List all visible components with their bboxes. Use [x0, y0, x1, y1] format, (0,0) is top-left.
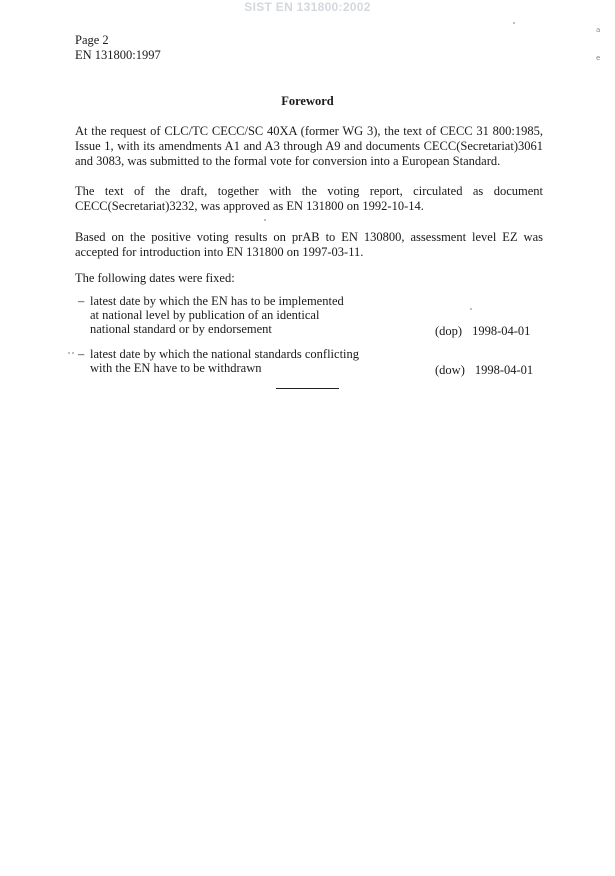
paragraph-line: and 3083, was submitted to the formal vote for conversion into a European Standard. — [75, 154, 501, 168]
page-header — [75, 33, 161, 63]
scan-speck — [513, 22, 515, 24]
dates-intro: The following dates were fixed: — [75, 271, 235, 285]
scan-speck — [68, 352, 70, 354]
scan-speck — [470, 308, 472, 310]
page-label: Page 2 — [75, 33, 109, 47]
paragraph-line: At the request of CLC/TC CECC/SC 40XA (former WG 3), the text of CECC 31 800:1985, — [75, 124, 543, 138]
date-item-text — [90, 294, 344, 336]
date-code-label: (dow) — [435, 363, 465, 377]
paragraph-voting — [75, 230, 543, 260]
page-title: Foreword — [281, 94, 334, 108]
date-value: 1998-04-01 — [472, 324, 531, 338]
date-item-line: with the EN have to be withdrawn — [90, 361, 262, 375]
scan-speck — [264, 219, 266, 221]
date-code-label: (dop) — [435, 324, 463, 338]
margin-mark: a — [596, 26, 601, 34]
paragraph-line: accepted for introduction into EN 131800 on 1997-03-11. — [75, 245, 364, 259]
standard-number: EN 131800:1997 — [75, 48, 161, 62]
date-code — [435, 324, 530, 338]
date-item-line: at national level by publication of an identical — [90, 308, 320, 322]
paragraph-line: Issue 1, with its amendments A1 and A3 through A9 and documents CECC(Secretariat)3061 — [75, 139, 543, 153]
date-code — [435, 363, 533, 377]
paragraph-line: Based on the positive voting results on prAB to EN 130800, assessment level EZ was — [75, 230, 543, 244]
watermark: SIST EN 131800:2002 — [244, 0, 371, 14]
paragraph-line: CECC(Secretariat)3232, was approved as EN 131800 on 1992-10-14. — [75, 199, 424, 213]
date-item-text — [90, 347, 359, 375]
scan-speck — [72, 352, 74, 354]
paragraph-request — [75, 124, 543, 169]
dash-bullet: – — [78, 347, 85, 361]
date-item-line: latest date by which the EN has to be implemented — [90, 294, 344, 308]
date-item-line: national standard or by endorsement — [90, 322, 272, 336]
date-value: 1998-04-01 — [474, 363, 534, 377]
margin-mark: e — [596, 54, 601, 62]
dash-bullet: – — [78, 294, 85, 308]
end-rule — [276, 388, 339, 389]
date-item-line: latest date by which the national standards conflicting — [90, 347, 360, 361]
paragraph-line: The text of the draft, together with the voting report, circulated as document — [75, 184, 543, 198]
paragraph-draft — [75, 184, 543, 214]
